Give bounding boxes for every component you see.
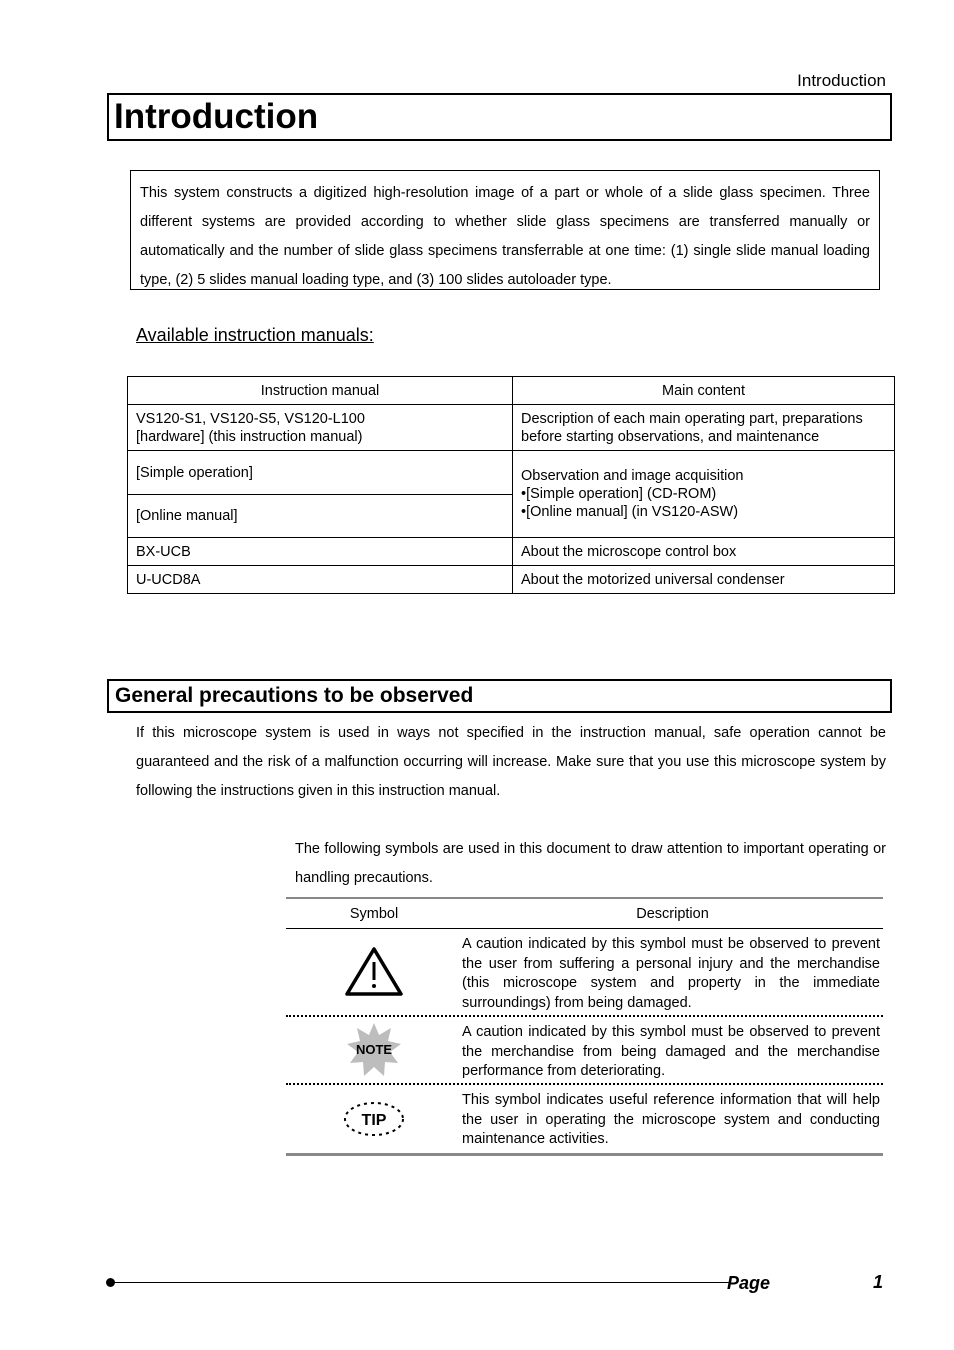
page-title: Introduction [107,93,892,141]
page-number: 1 [873,1272,884,1292]
symbol-cell [286,1017,462,1083]
manuals-table [127,376,895,594]
table-row [286,1017,883,1085]
tip-label: TIP [361,1112,387,1129]
shared-content-cell [513,451,895,538]
warning-triangle-icon [344,946,404,998]
table-row [128,538,895,566]
section-title: General precautions to be observed [107,679,892,713]
column-header: Description [636,905,709,922]
table-cell: BX-UCB [128,538,513,566]
table-cell: [Simple operation] [128,451,513,495]
column-header: Symbol [349,905,399,922]
bullet-item: •[Simple operation] (CD-ROM) [521,486,717,502]
table-row [286,929,883,1017]
table-cell: About the motorized universal condenser [513,566,895,594]
table-row [128,566,895,594]
precautions-body: If this microscope system is used in ways not specified in the instruction manual, safe operation cannot be guaranteed and the risk of a malfunction occurring will increase. Make sure that you use this microscope system by following the instructions given in this instruction manual. [136,725,886,799]
symbol-cell [286,929,462,1015]
symbol-cell [286,1085,462,1153]
column-header: Instruction manual [128,377,513,405]
table-cell: About the microscope control box [513,538,895,566]
bullet-item: •[Online manual] (in VS120-ASW) [521,504,739,520]
shared-content-title: Observation and image acquisition [521,468,744,484]
table-row [286,1085,883,1156]
table-header-row [128,377,895,405]
symbols-intro: The following symbols are used in this document to draw attention to important operating or handling precautions. [295,841,886,886]
footer-page-label: Page [727,1273,771,1293]
table-row [128,405,895,451]
table-cell [128,405,513,451]
table-cell: U-UCD8A [128,566,513,594]
manual-name: VS120-S1, VS120-S5, VS120-L100 [136,410,365,427]
table-cell: [Online manual] [128,495,513,538]
table-cell: Description of each main operating part, preparations before starting observations, and maintenance [513,405,895,451]
tip-dashed-oval-icon [342,1099,406,1139]
symbols-table [286,897,883,1156]
running-header: Introduction [797,71,886,90]
description-cell: This symbol indicates useful reference information that will help the user in operating the microscope system and conducting maintenance activities. [462,1092,880,1147]
table-row [128,451,895,495]
description-cell: A caution indicated by this symbol must be observed to prevent the merchandise from being damaged and the merchandise performance from deteriorating. [462,1024,880,1079]
note-label: NOTE [355,1042,393,1057]
description-cell: A caution indicated by this symbol must be observed to prevent the user from suffering a personal injury and the merchandise (this microscope system and property in the immediate surroundings) from being damaged. [462,936,880,1011]
footer-rule [110,1282,730,1283]
manuals-heading: Available instruction manuals: [136,325,374,345]
intro-summary-box: This system constructs a digitized high-resolution image of a part or whole of a slide glass specimen. Three different systems are provided according to whether slide glass specimens are transferred manually or automatically and the number of slide glass specimens transferrable at one time: (1) single slide manual loading type, (2) 5 slides manual loading type, and (3) 100 slides autoloader type. [130,170,880,290]
manual-name-sub: [hardware] (this instruction manual) [136,428,363,445]
table-header-row [286,897,883,929]
note-star-icon [346,1022,402,1078]
column-header: Main content [513,377,895,405]
